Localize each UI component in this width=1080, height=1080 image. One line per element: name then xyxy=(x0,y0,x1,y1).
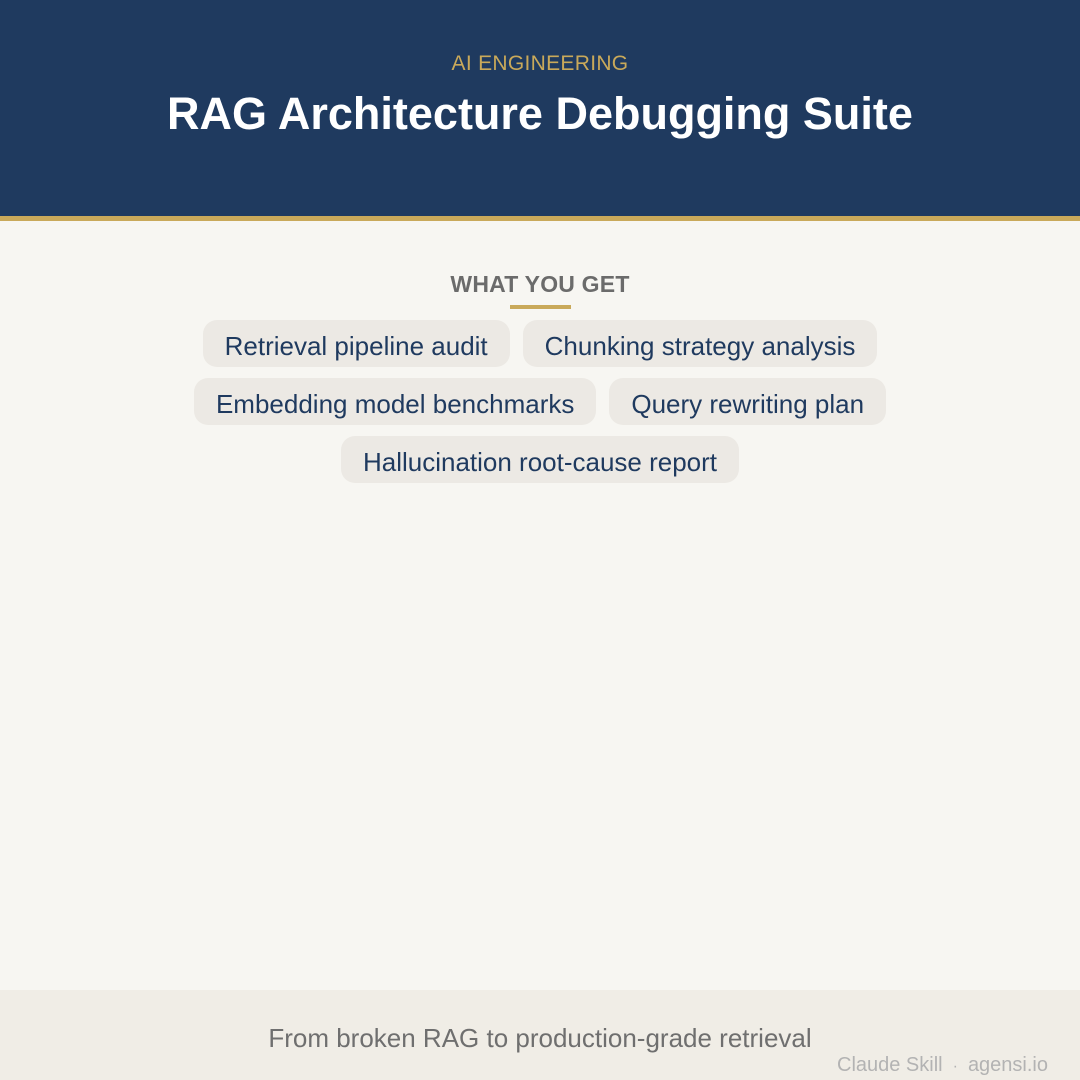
credit-separator: · xyxy=(952,1058,958,1075)
category-label: AI ENGINEERING xyxy=(451,52,629,75)
feature-chip-hallucination-report: Hallucination root-cause report xyxy=(341,436,739,483)
credit-label: Claude Skill xyxy=(837,1054,943,1076)
page-title: RAG Architecture Debugging Suite xyxy=(167,88,913,139)
section-underline-divider xyxy=(510,305,571,309)
footer-tagline: From broken RAG to production-grade retrieval xyxy=(268,1023,812,1053)
feature-chip-chunking-analysis: Chunking strategy analysis xyxy=(523,320,878,367)
footer-credit xyxy=(837,1054,1048,1077)
feature-chip-embedding-benchmarks: Embedding model benchmarks xyxy=(194,378,596,425)
feature-chip-query-rewriting: Query rewriting plan xyxy=(609,378,886,425)
footer-bar xyxy=(0,990,1080,1080)
header-banner xyxy=(0,0,1080,221)
credit-site: agensi.io xyxy=(967,1054,1048,1076)
feature-chip-list xyxy=(180,320,900,483)
section-heading: WHAT YOU GET xyxy=(450,271,630,297)
feature-chip-retrieval-audit: Retrieval pipeline audit xyxy=(203,320,510,367)
